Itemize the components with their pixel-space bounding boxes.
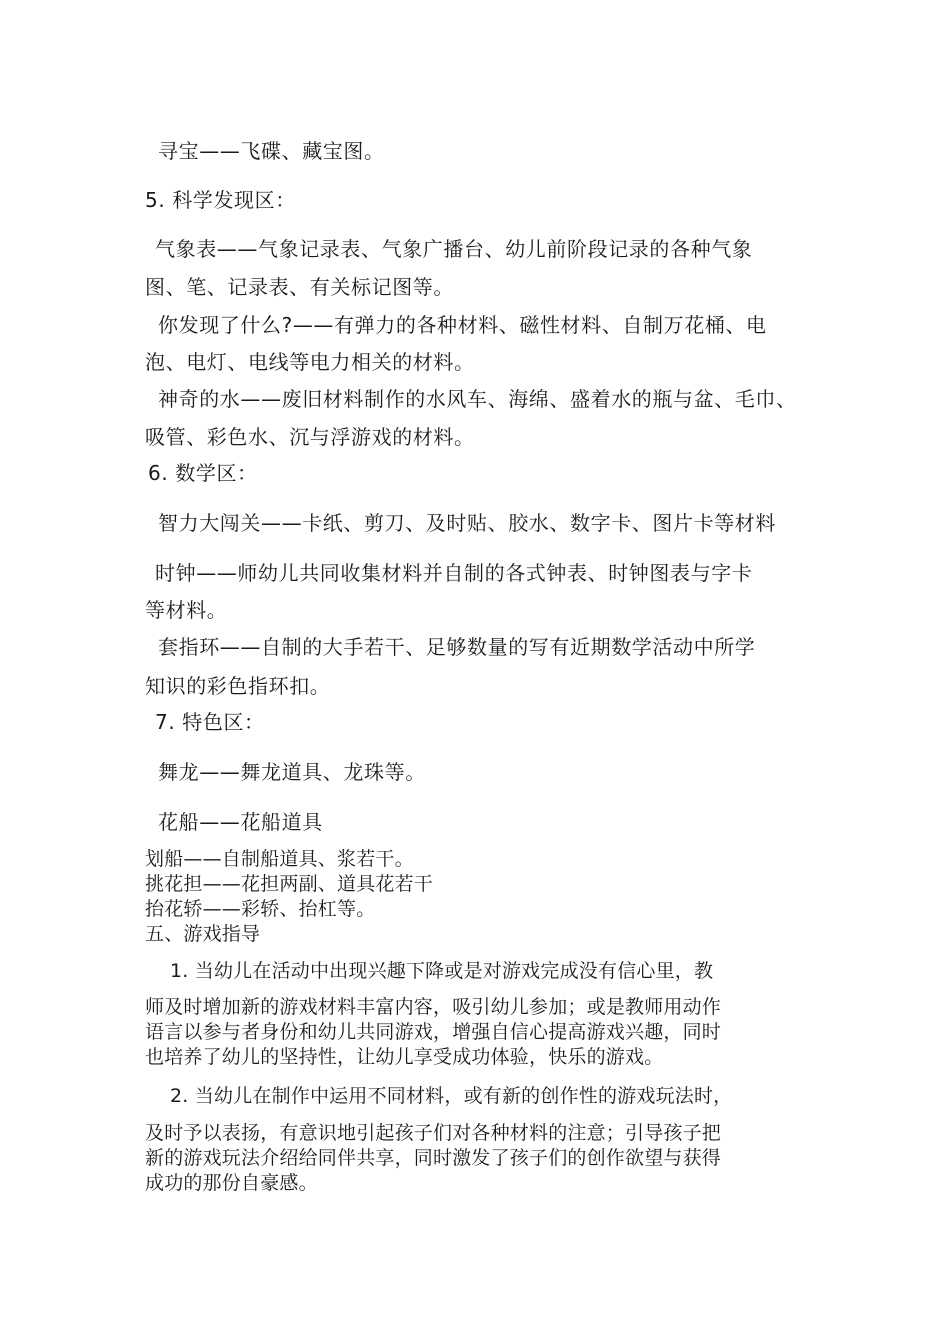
text-line: 神奇的水——废旧材料制作的水风车、海绵、盛着水的瓶与盆、毛巾、 — [158, 387, 797, 411]
text-line: 也培养了幼儿的坚持性，让幼儿享受成功体验，快乐的游戏。 — [145, 1046, 664, 1068]
text-line: 1. 当幼儿在活动中出现兴趣下降或是对游戏完成没有信心里，教 — [170, 960, 714, 982]
text-line: 挑花担——花担两副、道具花若干 — [145, 873, 434, 895]
text-line: 抬花轿——彩轿、抬杠等。 — [145, 898, 376, 920]
text-line: 花船——花船道具 — [158, 810, 323, 834]
section-heading: 7. 特色区： — [155, 710, 265, 734]
text-line: 舞龙——舞龙道具、龙珠等。 — [158, 760, 426, 784]
text-line: 新的游戏玩法介绍给同伴共享，同时激发了孩子们的创作欲望与获得 — [145, 1147, 722, 1169]
text-line: 智力大闯关——卡纸、剪刀、及时贴、胶水、数字卡、图片卡等材料 — [158, 511, 776, 535]
text-line: 2. 当幼儿在制作中运用不同材料，或有新的创作性的游戏玩法时， — [170, 1085, 733, 1107]
text-line: 套指环——自制的大手若干、足够数量的写有近期数学活动中所学 — [158, 635, 756, 659]
text-line: 吸管、彩色水、沉与浮游戏的材料。 — [145, 425, 475, 449]
text-line: 图、笔、记录表、有关标记图等。 — [145, 275, 454, 299]
text-line: 师及时增加新的游戏材料丰富内容，吸引幼儿参加；或是教师用动作 — [145, 996, 722, 1018]
text-line: 知识的彩色指环扣。 — [145, 674, 331, 698]
section-heading: 五、游戏指导 — [145, 923, 261, 945]
text-line: 及时予以表扬，有意识地引起孩子们对各种材料的注意；引导孩子把 — [145, 1122, 722, 1144]
text-line: 你发现了什么?——有弹力的各种材料、磁性材料、自制万花桶、电 — [158, 313, 767, 337]
text-line: 寻宝——飞碟、藏宝图。 — [158, 139, 385, 163]
text-line: 成功的那份自豪感。 — [145, 1172, 318, 1194]
text-line: 气象表——气象记录表、气象广播台、幼儿前阶段记录的各种气象 — [155, 237, 753, 261]
text-line: 时钟——师幼儿共同收集材料并自制的各式钟表、时钟图表与字卡 — [155, 561, 753, 585]
text-line: 泡、电灯、电线等电力相关的材料。 — [145, 350, 475, 374]
section-heading: 5. 科学发现区： — [145, 188, 296, 212]
text-line: 等材料。 — [145, 598, 228, 622]
text-line: 语言以参与者身份和幼儿共同游戏，增强自信心提高游戏兴趣，同时 — [145, 1021, 722, 1043]
text-line: 划船——自制船道具、浆若干。 — [145, 848, 414, 870]
section-heading: 6. 数学区： — [148, 461, 258, 485]
